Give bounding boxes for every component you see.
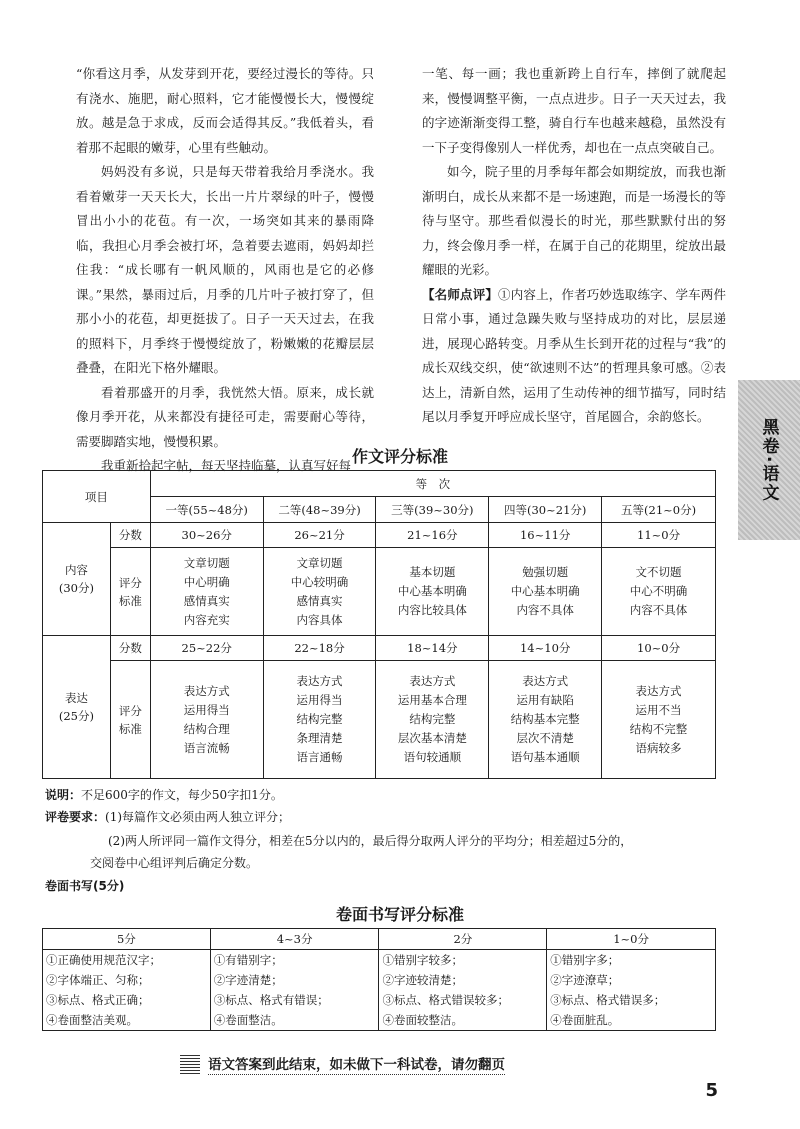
score-label: 分数	[110, 523, 150, 548]
essay-paragraph: “你看这月季，从发芽到开花，要经过漫长的等待。只有浇水、施肥，耐心照料，它才能慢慢长大，慢慢绽放。越是急于求成，反而会适得其反。”我低着头，看着那不起眼的嫩芽，心里有些触动。	[76, 66, 374, 155]
score-cell: 14~10分	[489, 636, 602, 661]
grade-header: 三等(39~30分)	[376, 497, 489, 523]
handwriting-cell: ①正确使用规范汉字； ②字体端正、匀称； ③标点、格式正确； ④卷面整洁美观。	[43, 950, 211, 1031]
handwriting-header: 5分	[43, 929, 211, 950]
header-grade: 等 次	[150, 471, 715, 497]
score-table-title: 作文评分标准	[351, 447, 448, 466]
content-row-label: 内容 (30分)	[43, 523, 111, 636]
score-cell: 25~22分	[150, 636, 263, 661]
criteria-cell: 表达方式 运用得当 结构完整 条理清楚 语言通畅	[263, 661, 376, 779]
score-cell: 30~26分	[150, 523, 263, 548]
handwriting-cell: ①错别字多； ②字迹潦草； ③标点、格式错误多； ④卷面脏乱。	[547, 950, 716, 1031]
scoring-note	[45, 786, 283, 804]
handwriting-header: 1~0分	[547, 929, 716, 950]
handwriting-header: 4~3分	[210, 929, 379, 950]
score-cell: 18~14分	[376, 636, 489, 661]
essay-paragraph: 一笔、每一画；我也重新跨上自行车，摔倒了就爬起来，慢慢调整平衡，一点点进步。日子一天天过去，我的字迹渐渐变得工整，骑自行车也越来越稳，虽然没有一下子变得像别人一样优秀，却也在一点点突破自己。	[422, 66, 726, 155]
essay-paragraph: 我重新拾起字帖，每天坚持临摹，认真写好每	[101, 458, 352, 473]
handwriting-heading	[45, 877, 124, 895]
score-cell: 26~21分	[263, 523, 376, 548]
expression-row-label: 表达 (25分)	[43, 636, 111, 779]
requirement-2-cont: 交阅卷中心组评判后确定分数。	[90, 856, 259, 870]
note-label: 说明：	[45, 788, 82, 802]
requirement-label: 评卷要求：	[45, 810, 106, 824]
requirement-1: (1)每篇作文必须由两人独立评分；	[105, 810, 291, 824]
score-cell: 16~11分	[489, 523, 602, 548]
page-number: 5	[705, 1080, 718, 1101]
note-text: 不足600字的作文，每少50字扣1分。	[81, 788, 283, 802]
handwriting-score-table	[42, 928, 716, 1031]
grade-header: 一等(55~48分)	[150, 497, 263, 523]
score-cell: 10~0分	[602, 636, 716, 661]
grade-header: 二等(48~39分)	[263, 497, 376, 523]
criteria-label: 评分 标准	[110, 661, 150, 779]
comment-text: ①内容上，作者巧妙选取练字、学车两件日常小事，通过急躁失败与坚持成功的对比，层层递进，展现心路转变。月季从生长到开花的过程与“我”的成长双线交织，使“欲速则不达”的哲理具象可感。②表达上，清新自然，运用了生动传神的细节描写，同时结尾以月季复开呼应成长坚守，首尾圆合，余韵悠长。	[422, 286, 726, 424]
grade-header: 五等(21~0分)	[602, 497, 716, 523]
essay-right-column	[422, 62, 726, 430]
essay-left-column	[76, 62, 374, 479]
criteria-cell: 表达方式 运用不当 结构不完整 语病较多	[602, 661, 716, 779]
criteria-cell: 文不切题 中心不明确 内容不具体	[602, 548, 716, 636]
criteria-cell: 基本切题 中心基本明确 内容比较具体	[376, 548, 489, 636]
handwriting-cell: ①错别字较多； ②字迹较清楚； ③标点、格式错误较多； ④卷面较整洁。	[379, 950, 547, 1031]
side-tab-label: 黑卷·语文	[758, 417, 779, 503]
handwriting-table-title: 卷面书写评分标准	[335, 905, 464, 924]
handwriting-header: 2分	[379, 929, 547, 950]
comment-label: 【名师点评】	[422, 286, 499, 302]
teacher-comment	[422, 283, 726, 430]
score-cell: 21~16分	[376, 523, 489, 548]
criteria-cell: 文章切题 中心明确 感情真实 内容充实	[150, 548, 263, 636]
criteria-cell: 表达方式 运用得当 结构合理 语言流畅	[150, 661, 263, 779]
requirement-2: (2)两人所评同一篇作文得分，相差在5分以内的，最后得分取两人评分的平均分；相差超过5分的，	[108, 834, 633, 848]
score-cell: 11~0分	[602, 523, 716, 548]
end-of-answers-text: 语文答案到此结束，如未做下一科试卷，请勿翻页	[208, 1053, 505, 1075]
handwriting-label: 卷面书写(5分)	[45, 879, 125, 893]
score-cell: 22~18分	[263, 636, 376, 661]
essay-score-table	[42, 470, 716, 779]
header-item: 项目	[43, 471, 151, 523]
criteria-cell: 勉强切题 中心基本明确 内容不具体	[489, 548, 602, 636]
criteria-cell: 表达方式 运用基本合理 结构完整 层次基本清楚 语句较通顺	[376, 661, 489, 779]
score-label: 分数	[110, 636, 150, 661]
essay-paragraph: 看着那盛开的月季，我恍然大悟。原来，成长就像月季开花，从来都没有捷径可走，需要耐心等待，需要脚踏实地，慢慢积累。	[76, 384, 374, 449]
grading-requirement	[45, 808, 290, 826]
essay-paragraph: 如今，院子里的月季每年都会如期绽放，而我也渐渐明白，成长从来都不是一场速跑，而是一场漫长的等待与坚守。那些看似漫长的时光，那些默默付出的努力，终会像月季一样，在属于自己的花期里，绽放出最耀眼的光彩。	[422, 164, 726, 277]
criteria-label: 评分 标准	[110, 548, 150, 636]
essay-paragraph: 妈妈没有多说，只是每天带着我给月季浇水。我看着嫩芽一天天长大，长出一片片翠绿的叶子，慢慢冒出小小的花苞。有一次，一场突如其来的暴雨降临，我担心月季会被打坏，急着要去遮雨，妈妈却拦住我：“成长哪有一帆风顺的，风雨也是它的必修课。”果然，暴雨过后，月季的几片叶子被打穿了，但那小小的花苞，却更挺拔了。日子一天天过去，在我的照料下，月季终于慢慢绽放了，粉嫩嫩的花瓣层层叠叠，在阳光下格外耀眼。	[76, 164, 374, 375]
criteria-cell: 文章切题 中心较明确 感情真实 内容具体	[263, 548, 376, 636]
end-of-answers-bar	[180, 1053, 580, 1075]
handwriting-cell: ①有错别字； ②字迹清楚； ③标点、格式有错误； ④卷面整洁。	[210, 950, 379, 1031]
barcode-stripe-icon	[180, 1054, 200, 1074]
criteria-cell: 表达方式 运用有缺陷 结构基本完整 层次不清楚 语句基本通顺	[489, 661, 602, 779]
grade-header: 四等(30~21分)	[489, 497, 602, 523]
